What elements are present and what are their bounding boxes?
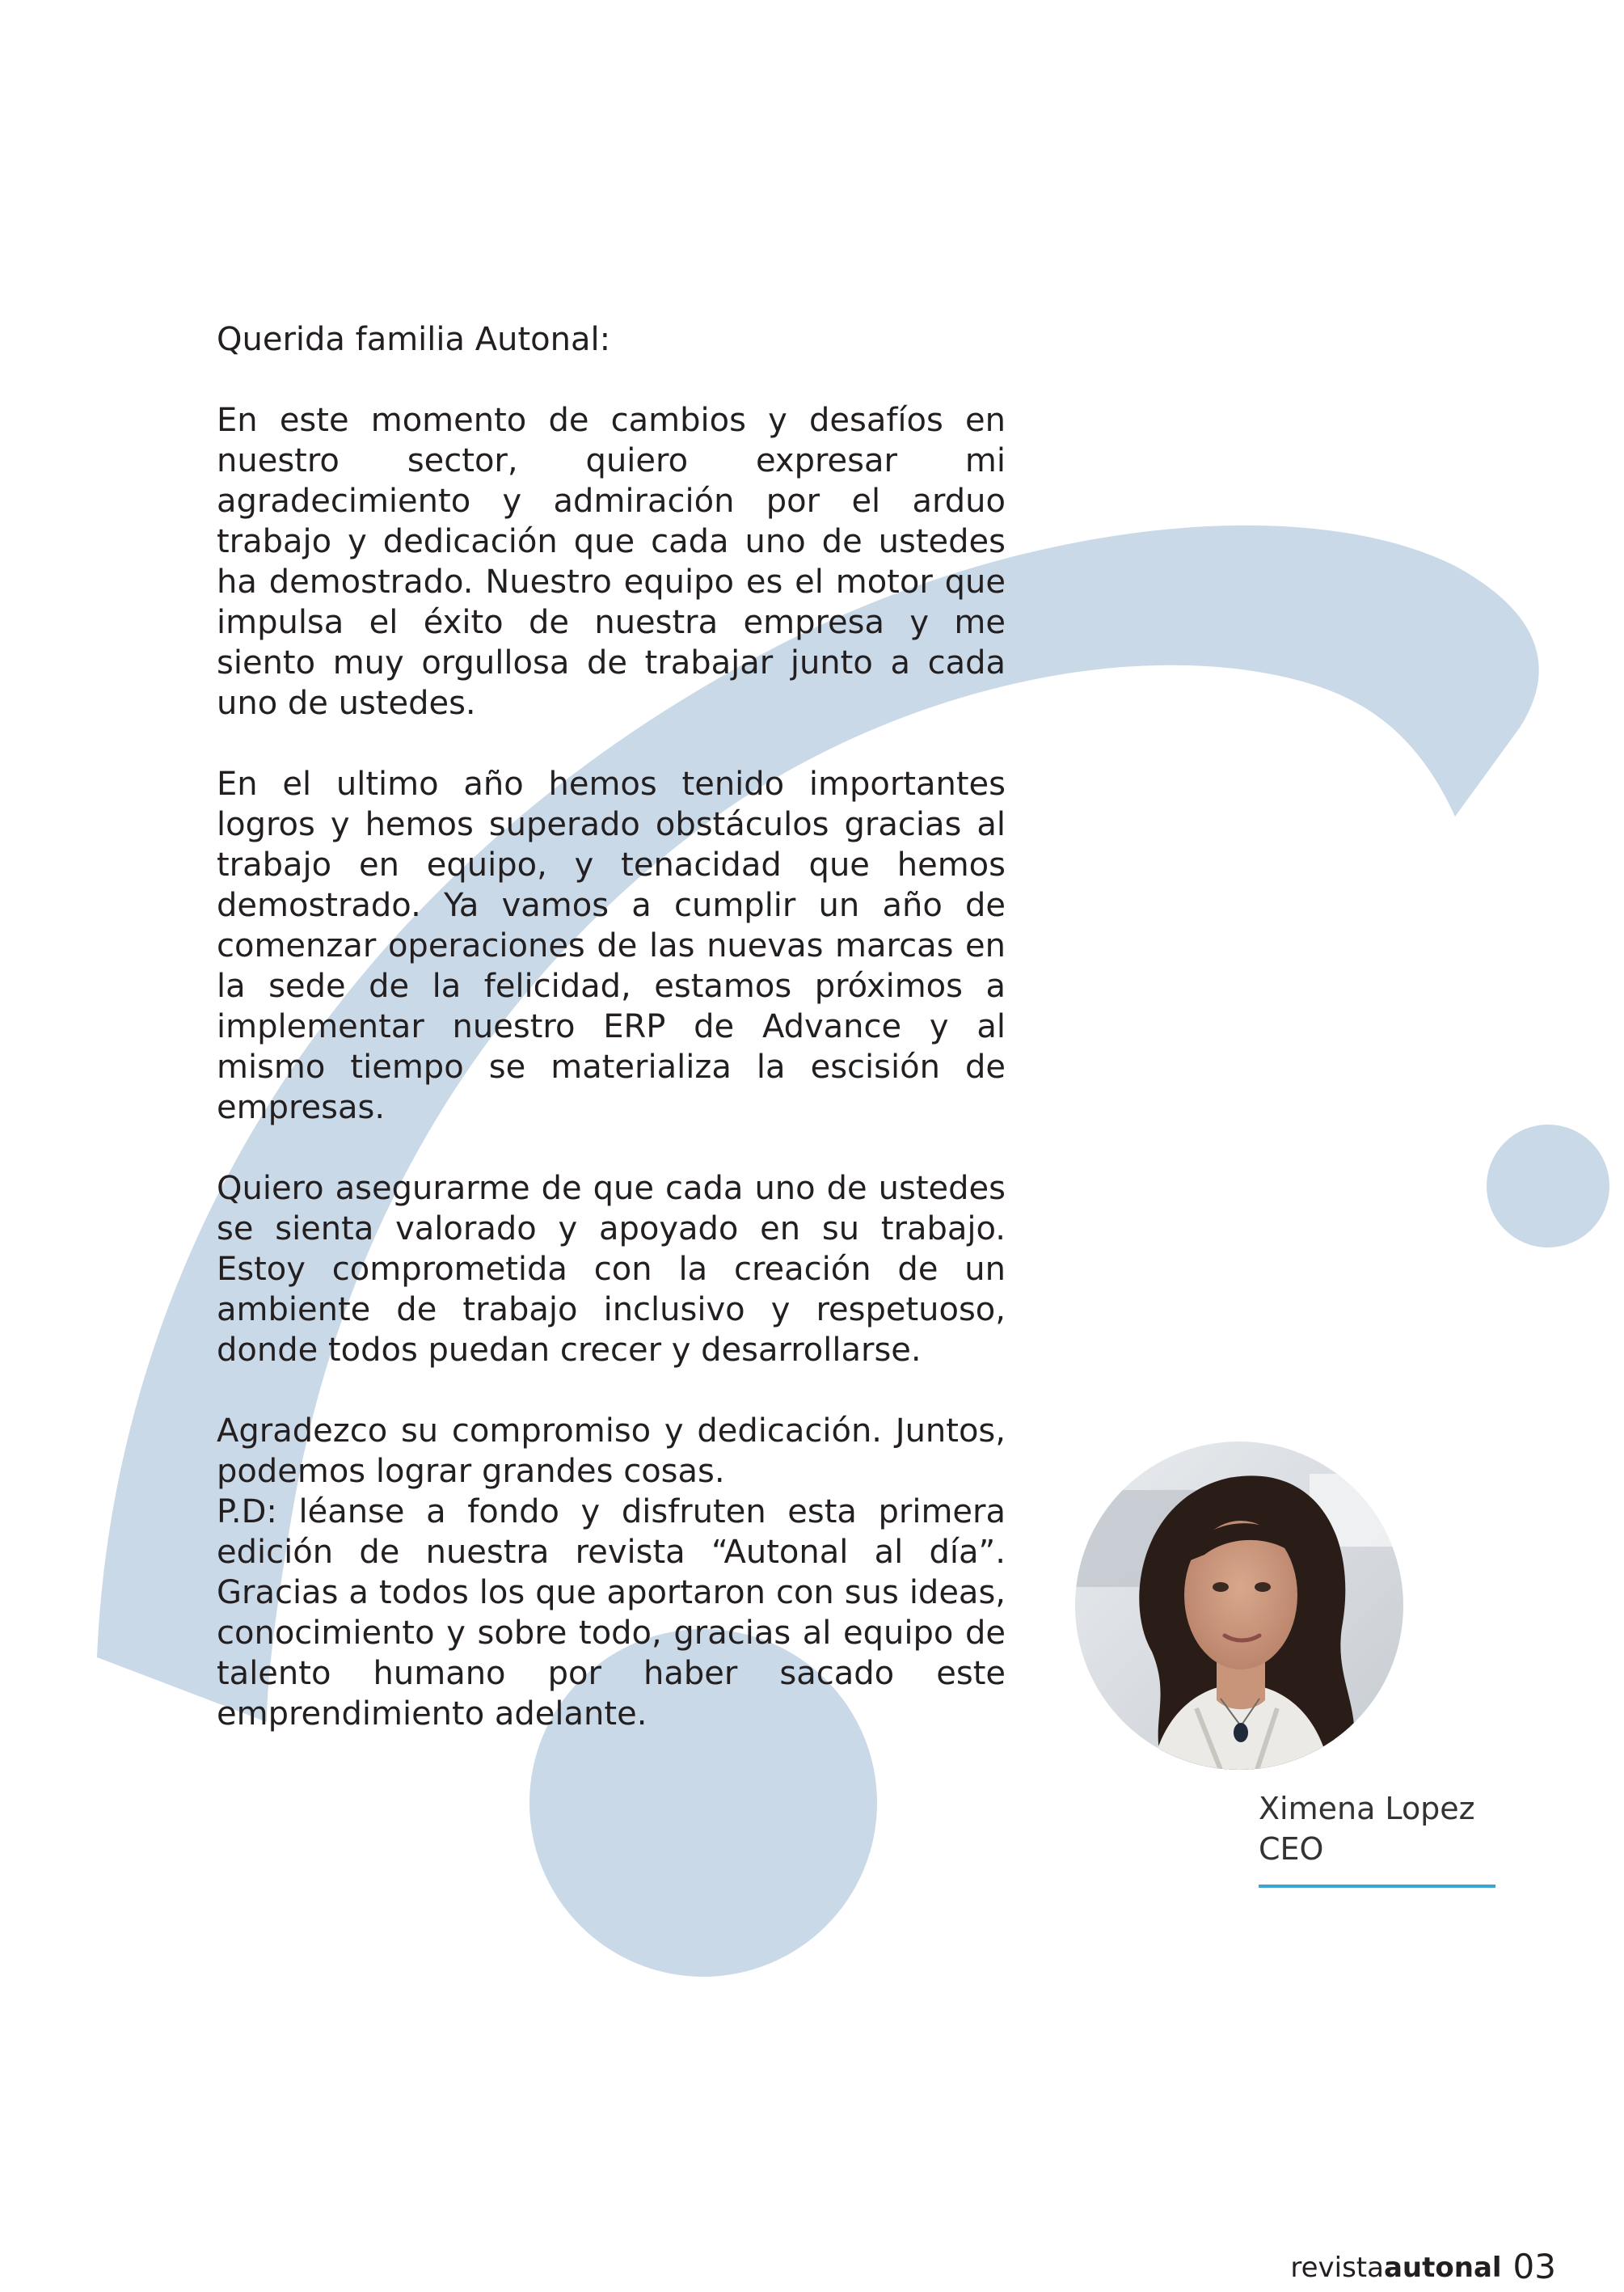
signature-block — [1259, 1788, 1475, 1869]
letter-greeting: Querida familia Autonal: — [217, 321, 611, 358]
ceo-portrait-photo — [1075, 1441, 1403, 1770]
footer-brand-name: autonal — [1383, 2252, 1502, 2284]
letter-paragraph: En este momento de cambios y desafíos en nuestro sector, quiero expresar mi agradecimiento y admiración por el arduo trabajo y dedicación que cada uno de ustedes ha demostrado. Nuestro equipo es el motor que impulsa el éxito de nuestra empresa y me siento muy orgullosa de trabajar junto a cada uno de ustedes. — [217, 402, 1006, 722]
signature-role: CEO — [1259, 1831, 1324, 1867]
ceo-letter — [217, 319, 1006, 1734]
swoosh-dot-right — [1487, 1125, 1609, 1247]
letter-paragraph: Quiero asegurarme de que cada uno de ustedes se sienta valorado y apoyado en su trabajo. Estoy comprometida con la creación de un ambiente de trabajo inclusivo y respetuoso, donde todos puedan crecer y desarrollarse. — [217, 1170, 1006, 1369]
letter-closing: Agradezco su compromiso y dedicación. Juntos, podemos lograr grandes cosas. — [217, 1412, 1006, 1490]
letter-postscript: P.D: léanse a fondo y disfruten esta primera edición de nuestra revista “Autonal al día”. Gracias a todos los que aportaron con sus ideas, conocimiento y sobre todo, gracias al equipo de talento humano por haber sacado este emprendimiento adelante. — [217, 1493, 1006, 1733]
signature-underline — [1259, 1885, 1495, 1888]
page-footer — [1290, 2249, 1556, 2286]
page-number: 03 — [1512, 2247, 1556, 2286]
signature-name: Ximena Lopez — [1259, 1791, 1475, 1826]
footer-brand-prefix: revista — [1290, 2252, 1384, 2284]
letter-paragraph: En el ultimo año hemos tenido importantes logros y hemos superado obstáculos gracias al trabajo en equipo, y tenacidad que hemos demostrado. Ya vamos a cumplir un año de comenzar operaciones de las nuevas marcas en la sede de la felicidad, estamos próximos a implementar nuestro ERP de Advance y al mismo tiempo se materializa la escisión de empresas. — [217, 766, 1006, 1126]
